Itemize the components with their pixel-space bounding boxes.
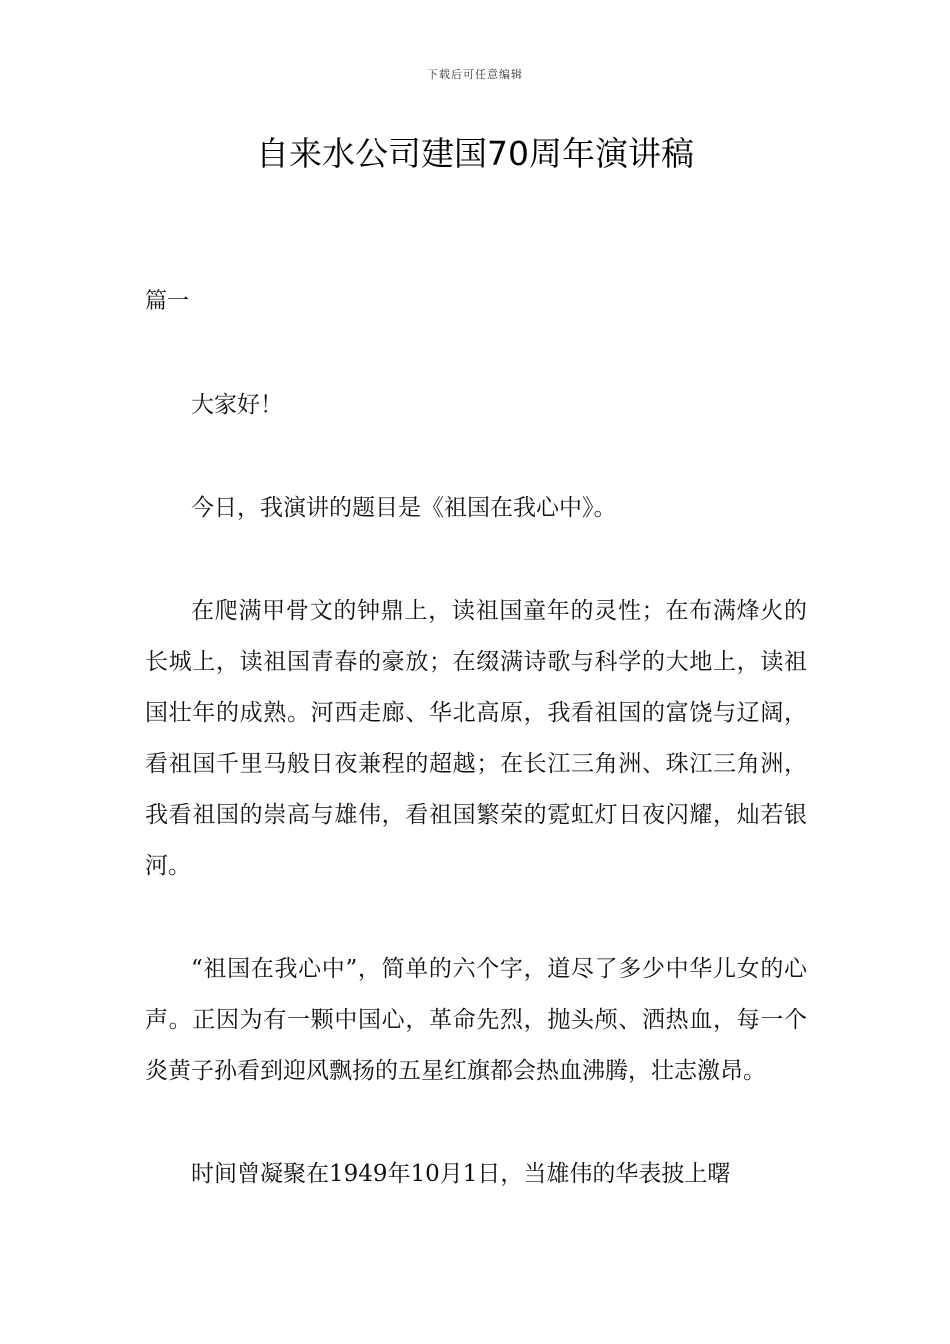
paragraph-body: 在爬满甲骨文的钟鼎上，读祖国童年的灵性；在布满烽火的长城上，读祖国青春的豪放；在缀满诗歌与科学的大地上，读祖国壮年的成熟。河西走廊、华北高原，我看祖国的富饶与辽阔，看祖国千里马般日夜兼程的超越；在长江三角洲、珠江三角洲，我看祖国的崇高与雄伟，看祖国繁荣的霓虹灯日夜闪耀，灿若银河。 (145, 598, 807, 879)
page-title: 自来水公司建国70周年演讲稿 (256, 134, 694, 173)
paragraph-body: 时间曾凝聚在1949年10月1日，当雄伟的华表披上曙 (191, 1161, 731, 1187)
header-note: 下载后可任意编辑 (427, 68, 523, 81)
paragraph-greeting: 大家好！ (191, 392, 283, 418)
section-label: 篇一 (145, 289, 190, 314)
document-body (145, 380, 807, 1252)
paragraph-body: “祖国在我心中”，简单的六个字，道尽了多少中华儿女的心声。正因为有一颗中国心，革命先烈，抛头颅、洒热血，每一个炎黄子孙看到迎风飘扬的五星红旗都会热血沸腾，壮志激昂。 (145, 956, 807, 1084)
paragraph-topic: 今日，我演讲的题目是《祖国在我心中》。 (191, 495, 617, 521)
